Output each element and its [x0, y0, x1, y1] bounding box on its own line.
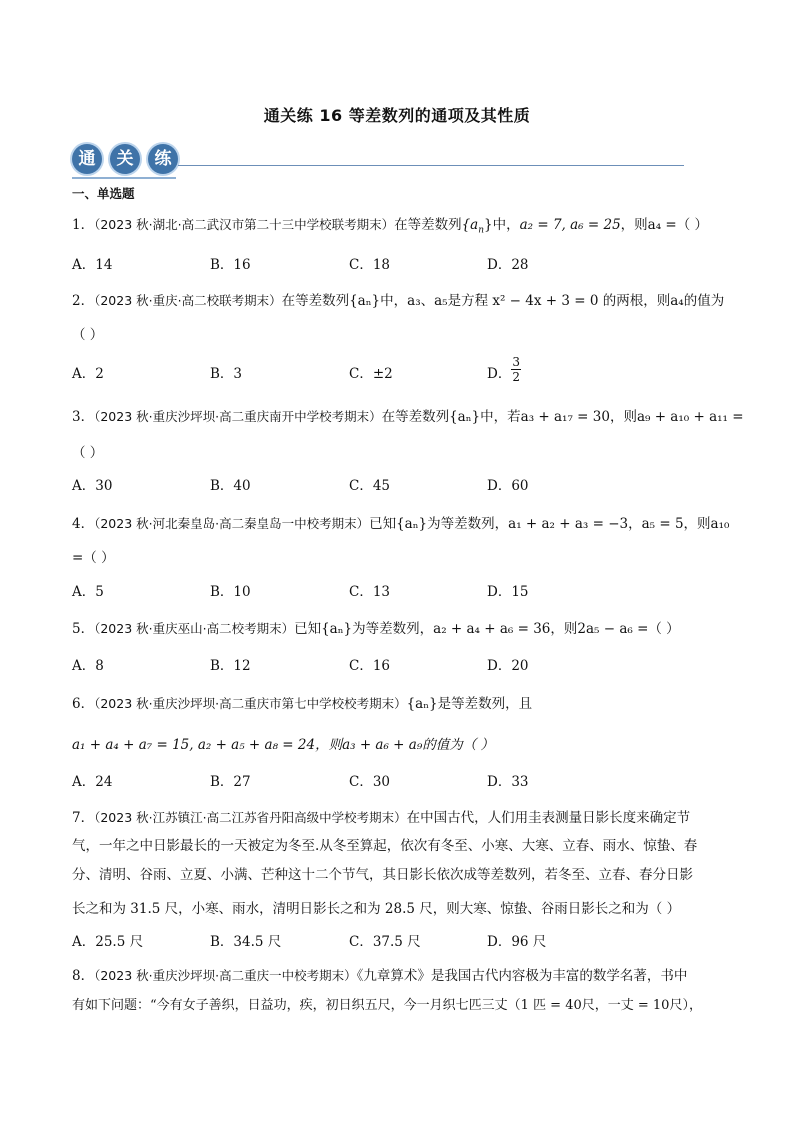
question-number: 8． — [72, 968, 95, 984]
question-4-line-2: =（ ） — [72, 550, 115, 566]
fraction-numerator: 3 — [512, 355, 520, 369]
question-4 — [72, 512, 729, 532]
question-7-line-4: 长之和为 31.5 尺，小寒、雨水，清明日影长之和为 28.5 尺，则大寒、惊蛰、谷雨日影长之和为（ ） — [72, 901, 681, 917]
option-c: C．45 — [349, 478, 391, 494]
question-number: 1． — [72, 217, 95, 233]
banner-rule — [178, 165, 684, 166]
option-b: B．16 — [210, 257, 251, 273]
question-number: 6． — [72, 696, 95, 712]
question-8-line-2: 有如下问题：“今有女子善织，日益功，疾，初日织五尺，今一月织七匹三丈（1 匹 = 40尺，一丈 = 10尺）， — [72, 998, 702, 1013]
option-b: B．34.5 尺 — [210, 934, 282, 950]
option-c: C．30 — [349, 774, 391, 790]
option-d-fraction — [511, 355, 521, 384]
banner-underline — [72, 177, 176, 179]
question-stem-c: ，则a₄ =（ ） — [620, 217, 709, 233]
option-d-label: D． — [487, 366, 512, 382]
option-b: B．27 — [210, 774, 251, 790]
question-stem: 在等差数列{aₙ}中，若a₃ + a₁₇ = 30，则a₉ + a₁₀ + a₁₁ = — [381, 409, 744, 425]
question-source: （2023 秋·重庆巫山·高二校考期末） — [94, 621, 295, 636]
question-number: 2． — [72, 293, 95, 309]
sequence-subscript: n — [478, 225, 485, 236]
question-stem: {aₙ}是等差数列，且 — [406, 696, 533, 712]
question-stem: 已知{aₙ}为等差数列，a₁ + a₂ + a₃ = −3，a₅ = 5，则a₁₀ — [369, 516, 730, 532]
option-a: A．24 — [72, 774, 113, 790]
option-b: B．10 — [210, 584, 251, 600]
question-7-line-3: 分、清明、谷雨、立夏、小满、芒种这十二个节气，其日影长依次成等差数列，若冬至、立春、春分日影 — [72, 867, 693, 883]
question-8 — [72, 964, 687, 984]
question-6-line-2: a₁ + a₄ + a₇ = 15, a₂ + a₅ + a₈ = 24，则a₃ + a₆ + a₉的值为（ ） — [72, 737, 495, 753]
fraction-denominator: 2 — [512, 370, 520, 384]
option-a: A．14 — [72, 257, 113, 273]
question-source: （2023 秋·重庆·高二校联考期末） — [94, 293, 282, 308]
option-d: D．33 — [487, 774, 529, 790]
sequence-close: } — [484, 217, 493, 233]
banner-char-2: 关 — [110, 144, 140, 174]
question-source: （2023 秋·湖北·高二武汉市第二十三中学校联考期末） — [94, 217, 395, 232]
question-3 — [72, 405, 744, 425]
option-a: A．5 — [72, 584, 104, 600]
option-c: C．16 — [349, 658, 391, 674]
option-d: D．96 尺 — [487, 934, 547, 950]
option-d — [487, 355, 521, 384]
question-2-line-2: （ ） — [72, 327, 104, 343]
option-c: C．±2 — [349, 366, 393, 382]
question-stem: 在中国古代，人们用圭表测量日影长度来确定节 — [406, 810, 691, 826]
option-b: B．40 — [210, 478, 251, 494]
option-d: D．20 — [487, 658, 529, 674]
sequence-symbol: {a — [461, 217, 479, 233]
option-c: C．18 — [349, 257, 391, 273]
banner-char-3: 练 — [148, 144, 178, 174]
option-a: A．25.5 尺 — [72, 934, 144, 950]
option-c: C．37.5 尺 — [349, 934, 421, 950]
banner-char-1: 通 — [72, 144, 102, 174]
question-number: 3． — [72, 409, 95, 425]
question-1 — [72, 213, 708, 236]
option-d: D．28 — [487, 257, 529, 273]
question-5 — [72, 617, 680, 637]
question-number: 4． — [72, 516, 95, 532]
option-a: A．2 — [72, 366, 104, 382]
option-d: D．60 — [487, 478, 529, 494]
option-c: C．13 — [349, 584, 391, 600]
question-stem: 在等差数列{aₙ}中，a₃、a₅是方程 x² − 4x + 3 = 0 的两根，则a₄的值为 — [281, 293, 725, 309]
question-7 — [72, 806, 690, 826]
option-d: D．15 — [487, 584, 529, 600]
question-source: （2023 秋·江苏镇江·高二江苏省丹阳高级中学校考期末） — [94, 810, 407, 825]
question-condition: a₂ = 7, a₆ = 25 — [519, 217, 621, 233]
page-title: 通关练 16 等差数列的通项及其性质 — [263, 106, 531, 125]
option-a: A．30 — [72, 478, 113, 494]
question-stem: 已知{aₙ}为等差数列，a₂ + a₄ + a₆ = 36，则2a₅ − a₆ =（ ） — [294, 621, 680, 637]
question-source: （2023 秋·重庆沙坪坝·高二重庆一中校考期末） — [94, 968, 357, 983]
option-a: A．8 — [72, 658, 104, 674]
question-7-line-2: 气，一年之中日影最长的一天被定为冬至.从冬至算起，依次有冬至、小寒、大寒、立春、雨水、惊蛰、春 — [72, 838, 698, 854]
question-number: 5． — [72, 621, 95, 637]
option-b: B．12 — [210, 658, 251, 674]
question-number: 7． — [72, 810, 95, 826]
section-heading: 一、单选题 — [72, 186, 135, 201]
question-source: （2023 秋·重庆沙坪坝·高二重庆市第七中学校校考期末） — [94, 696, 407, 711]
question-stem: 《九章算术》是我国古代内容极为丰富的数学名著，书中 — [356, 968, 688, 984]
question-6 — [72, 692, 532, 712]
question-stem: 在等差数列 — [394, 217, 462, 233]
practice-banner — [72, 144, 684, 180]
question-stem-b: 中， — [492, 217, 520, 233]
question-source: （2023 秋·河北秦皇岛·高二秦皇岛一中校考期末） — [94, 516, 370, 531]
question-2 — [72, 289, 724, 309]
question-3-line-2: （ ） — [72, 445, 104, 461]
option-b: B．3 — [210, 366, 243, 382]
question-source: （2023 秋·重庆沙坪坝·高二重庆南开中学校考期末） — [94, 409, 382, 424]
